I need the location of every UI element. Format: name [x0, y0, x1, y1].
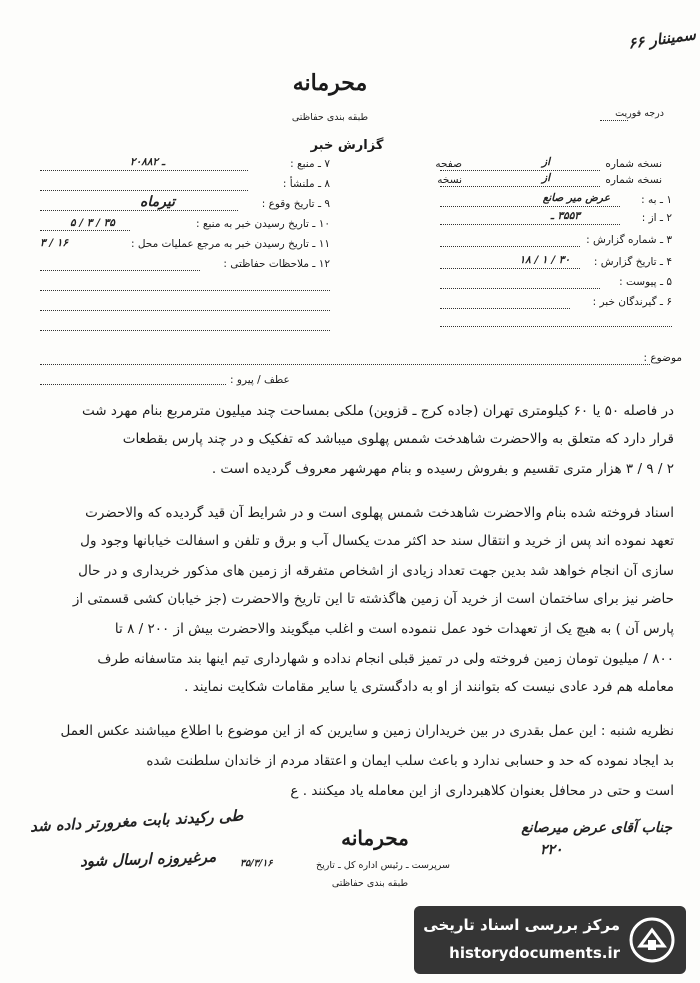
dots [40, 270, 200, 271]
handwritten-note-right-2: ۲۲۰ [540, 842, 563, 858]
occurrence-date-label: ۹ ـ تاریخ وقوع : [261, 198, 330, 210]
dots [40, 330, 330, 331]
dots [440, 206, 620, 207]
subject-label: موضوع : [643, 352, 682, 364]
to-value: عرض میر صانع [542, 192, 610, 204]
signature-date: ۳۵/۳/۱۶ [240, 858, 273, 869]
signature-label: سرپرست ـ رئیس اداره کل ـ تاریخ [316, 860, 450, 871]
corner-handwriting: سمیننار ۶۶ [627, 25, 697, 53]
body-line: اسناد فروخته شده بنام والاحضرت شاهدخت شمس پهلوی است و در شرایط آن قید گردیده که والاحضرت [85, 505, 674, 521]
copy-number-2-suffix: نسخه [437, 174, 462, 186]
dots [440, 186, 600, 187]
body-line: سازی آن انجام خواهد شد بدین جهت تعداد زیادی از اشخاص متفرقه از زمین های مذکور خریداری و در حال [78, 563, 674, 579]
bottom-classification: طبقه بندی حفاظتی [331, 878, 409, 889]
body-line: در فاصله ۵۰ یا ۶۰ کیلومتری تهران (جاده کرج ـ قزوین) ملکی بمساحت چند میلیون مترمربع بنام مهرد شت [82, 403, 674, 419]
received-by-source-value: ۵ / ۳ / ۳۵ [70, 217, 115, 229]
dots [440, 288, 600, 289]
source-label: ۷ ـ منبع : [290, 158, 330, 170]
handwritten-note-left-2: مرغیروزه ارسال شود [79, 847, 217, 871]
dots [40, 310, 330, 311]
dots [40, 170, 248, 171]
dots [440, 224, 620, 225]
urgency-line [600, 120, 628, 121]
dots [440, 326, 672, 327]
from-value: ۳۵۵۳ ـ [550, 210, 580, 222]
recipients-label: ۶ ـ گیرندگان خبر : [592, 296, 672, 308]
urgency-label: درجه فوریت [615, 108, 664, 119]
body-line: بد ایجاد نموده که حد و حسابی ندارد و باعث سلب ایمان و اعتقاد مردم از خاندان سلطنت شده [146, 753, 674, 769]
security-notes-label: ۱۲ ـ ملاحظات حفاظتی : [223, 258, 330, 270]
copy-number-1-suffix: صفحه [435, 158, 462, 170]
body-line: تعهد نموده اند پس از خرید و انتقال سند حد اکثر مدت یکسال آب و برق و تلفن و اسفالت خیابانها وجود ول [80, 533, 674, 549]
reference-label: عطف / پیرو : [230, 374, 290, 386]
bottom-stamp-title: محرمانه [341, 826, 409, 850]
dots [40, 290, 330, 291]
received-by-source-label: ۱۰ ـ تاریخ رسیدن خبر به منبع : [196, 218, 330, 230]
watermark-url: historydocuments.ir [449, 944, 620, 962]
report-date-label: ۴ ـ تاریخ گزارش : [593, 256, 672, 268]
body-line: معامله هم فرد عادی نیست که بتوانند از او به دادگستری یا سایر مقامات شکایت نمایند . [184, 679, 674, 695]
body-line: ۸۰۰ / میلیون تومان زمین فروخته ولی در تمیز قبلی انجام نداده و شهارداری تیم اینها بند متاسفانه طرف [97, 651, 674, 667]
header-stamp-title: محرمانه [292, 70, 368, 96]
dots [40, 230, 130, 231]
from-label: ۲ ـ از : [641, 212, 672, 224]
dots [440, 246, 580, 247]
watermark-title: مرکز بررسی اسناد تاریخی [423, 916, 620, 934]
body-line: است و حتی در محافل بعنوان کلاهبرداری از این معامله یاد میکنند . ع [290, 783, 674, 799]
dots [40, 210, 238, 211]
body-line: حاضر نیز برای ساختمان است از خرید آن زمین هاگذشته تا این تاریخ والاحضرت (جز خیابان کشی قسمتی از [72, 591, 674, 607]
received-by-ops-label: ۱۱ ـ تاریخ رسیدن خبر به مرجع عملیات محل : [130, 238, 330, 250]
header-classification: طبقه بندی حفاظتی [291, 112, 369, 123]
body-line: نظریه شنبه : این عمل بقدری در بین خریداران زمین و سایرین که از این موضوع با اطلاع میباشند عکس العمل [60, 723, 674, 739]
dots [440, 170, 600, 171]
dots [40, 190, 248, 191]
watermark-badge [414, 906, 686, 974]
body-line: پارس آن ) به هیچ یک از تعهدات خود عمل ننموده است و اغلب میگویند والاحضرت بیش از ۲۰۰ / ۸ تا [114, 621, 674, 637]
subject-line [40, 364, 650, 365]
attachment-label: ۵ ـ پیوست : [619, 276, 672, 288]
copy-number-2-label: نسخه شماره [605, 174, 662, 186]
origin-label: ۸ ـ ملنشأ : [282, 178, 330, 190]
copy-number-1-label: نسخه شماره [605, 158, 662, 170]
reference-line [40, 384, 226, 385]
source-value: ۲۰۸۸۲ ـ [130, 156, 165, 168]
handwritten-note-right-1: جناب آقای عرض میرصانع [521, 820, 672, 836]
body-line: ۲ / ۹ / ۳ هزار متری تقسیم و بفروش رسیده و بنام مهرشهر معروف گردیده است . [211, 461, 674, 477]
copy-number-1-value: از [542, 156, 550, 168]
report-number-label: ۳ ـ شماره گزارش : [586, 234, 672, 246]
body-line: قرار دارد که متعلق به والاحضرت شاهدخت شمس پهلوی میباشد که تفکیک و در چند پارس بقطعات [122, 431, 674, 447]
document-title: گزارش خبر [310, 138, 384, 153]
occurrence-date-value: تیرماه [140, 194, 175, 210]
dots [440, 268, 580, 269]
handwritten-note-left-1: طی رکیدند بابت مغرورتر داده شد [29, 806, 244, 836]
to-label: ۱ ـ به : [641, 194, 672, 206]
received-by-ops-value: ۳ / ۱۶ [40, 237, 69, 249]
copy-number-2-value: از [542, 172, 550, 184]
dots [440, 308, 570, 309]
archive-logo-icon [628, 916, 676, 964]
report-date-value: ۱۸ / ۱ / ۳۰ [519, 254, 570, 266]
